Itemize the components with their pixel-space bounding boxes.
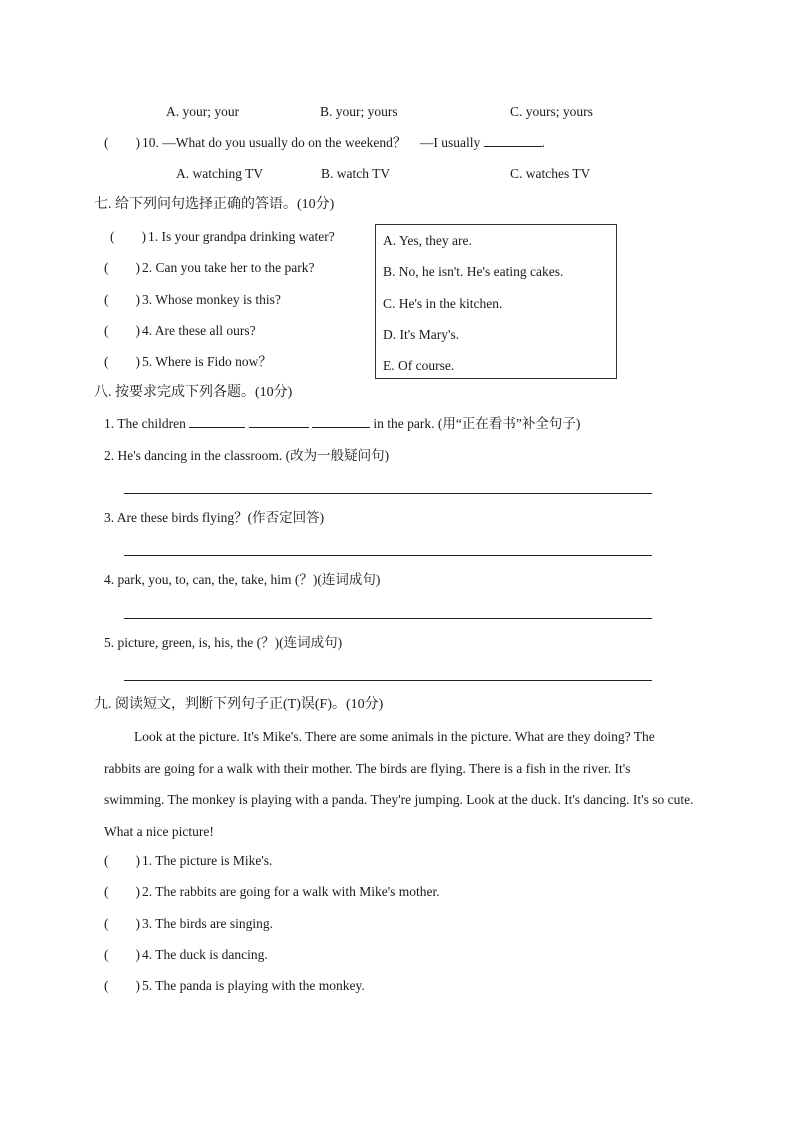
section8-item-5: 5. picture, green, is, his, the (？)(连词成句) — [104, 635, 343, 650]
section9-question — [104, 915, 273, 933]
question-text: 1. The picture is Mike's. — [142, 853, 273, 868]
q9-option-b: B. your; yours — [320, 104, 398, 119]
answer-bracket[interactable]: ( ) — [104, 354, 140, 369]
answer-option: C. He's in the kitchen. — [383, 296, 503, 311]
answer-option: A. Yes, they are. — [383, 233, 472, 248]
section9-question — [104, 946, 268, 964]
fill-blank[interactable] — [312, 415, 370, 428]
q10-text: 10. —What do you usually do on the weekend？ —I usually — [142, 135, 481, 150]
q10-row — [104, 134, 545, 152]
fill-blank[interactable] — [249, 415, 309, 428]
q10-option-b: B. watch TV — [321, 166, 391, 181]
answer-option: D. It's Mary's. — [383, 327, 460, 342]
answer-options-box — [375, 224, 617, 379]
section7-question — [104, 322, 256, 340]
fill-blank[interactable] — [189, 415, 245, 428]
section7-title: 七. 给下列问句选择正确的答语。(10分) — [94, 197, 335, 212]
q10-option-c: C. watches TV — [510, 166, 591, 181]
q9-option-a: A. your; your — [166, 104, 240, 119]
question-text: 4. The duck is dancing. — [142, 947, 268, 962]
section8-item-4: 4. park, you, to, can, the, take, him (？)(连词成句) — [104, 572, 381, 587]
answer-bracket[interactable]: ( ) — [110, 229, 146, 244]
answer-bracket[interactable]: ( ) — [104, 947, 140, 962]
section9-question — [104, 977, 365, 995]
section8-item-2: 2. He's dancing in the classroom. (改为一般疑问句) — [104, 448, 390, 463]
question-text: 4. Are these all ours? — [142, 323, 256, 338]
question-text: 3. Whose monkey is this? — [142, 292, 281, 307]
answer-option: E. Of course. — [383, 358, 455, 373]
q10-option-a: A. watching TV — [176, 166, 264, 181]
section8-item-3: 3. Are these birds flying？(作否定回答) — [104, 510, 325, 525]
question-text: 5. Where is Fido now？ — [142, 354, 272, 369]
item-text: in the park. (用“正在看书”补全句子) — [373, 416, 581, 431]
q10-blank[interactable] — [484, 134, 542, 147]
answer-bracket[interactable]: ( ) — [104, 884, 140, 899]
answer-bracket[interactable]: ( ) — [104, 135, 140, 150]
question-text: 2. Can you take her to the park? — [142, 260, 315, 275]
section8-title: 八. 按要求完成下列各题。(10分) — [94, 385, 293, 400]
section9-question — [104, 883, 440, 901]
answer-bracket[interactable]: ( ) — [104, 292, 140, 307]
answer-line[interactable] — [124, 555, 652, 556]
answer-line[interactable] — [124, 618, 652, 619]
answer-line[interactable] — [124, 493, 652, 494]
section9-title: 九. 阅读短文，判断下列句子正(T)误(F)。(10分) — [94, 697, 384, 712]
item-text: 1. The children — [104, 416, 186, 431]
q9-option-c: C. yours; yours — [510, 104, 593, 119]
answer-bracket[interactable]: ( ) — [104, 260, 140, 275]
question-text: 5. The panda is playing with the monkey. — [142, 978, 365, 993]
q10-period: . — [541, 135, 545, 150]
answer-bracket[interactable]: ( ) — [104, 323, 140, 338]
answer-bracket[interactable]: ( ) — [104, 916, 140, 931]
section8-item-1 — [104, 415, 580, 433]
section7-question — [104, 259, 314, 277]
section7-question — [104, 291, 281, 309]
answer-option: B. No, he isn't. He's eating cakes. — [383, 264, 564, 279]
reading-passage — [104, 721, 694, 847]
section9-question — [104, 852, 272, 870]
section7-question — [104, 353, 272, 371]
answer-line[interactable] — [124, 680, 652, 681]
section7-question — [110, 228, 335, 246]
question-text: 1. Is your grandpa drinking water? — [148, 229, 335, 244]
answer-bracket[interactable]: ( ) — [104, 853, 140, 868]
question-text: 3. The birds are singing. — [142, 916, 273, 931]
passage-text: Look at the picture. It's Mike's. There are some animals in the picture. What are they doing? The rabbits are going for a walk with their mother. The birds are flying. There is a fish in the river. It's swimming. The monkey is playing with a panda. They're jumping. Look at the duck. It's dancing. It's so cute. What a nice picture! — [104, 729, 694, 839]
answer-bracket[interactable]: ( ) — [104, 978, 140, 993]
question-text: 2. The rabbits are going for a walk with Mike's mother. — [142, 884, 440, 899]
